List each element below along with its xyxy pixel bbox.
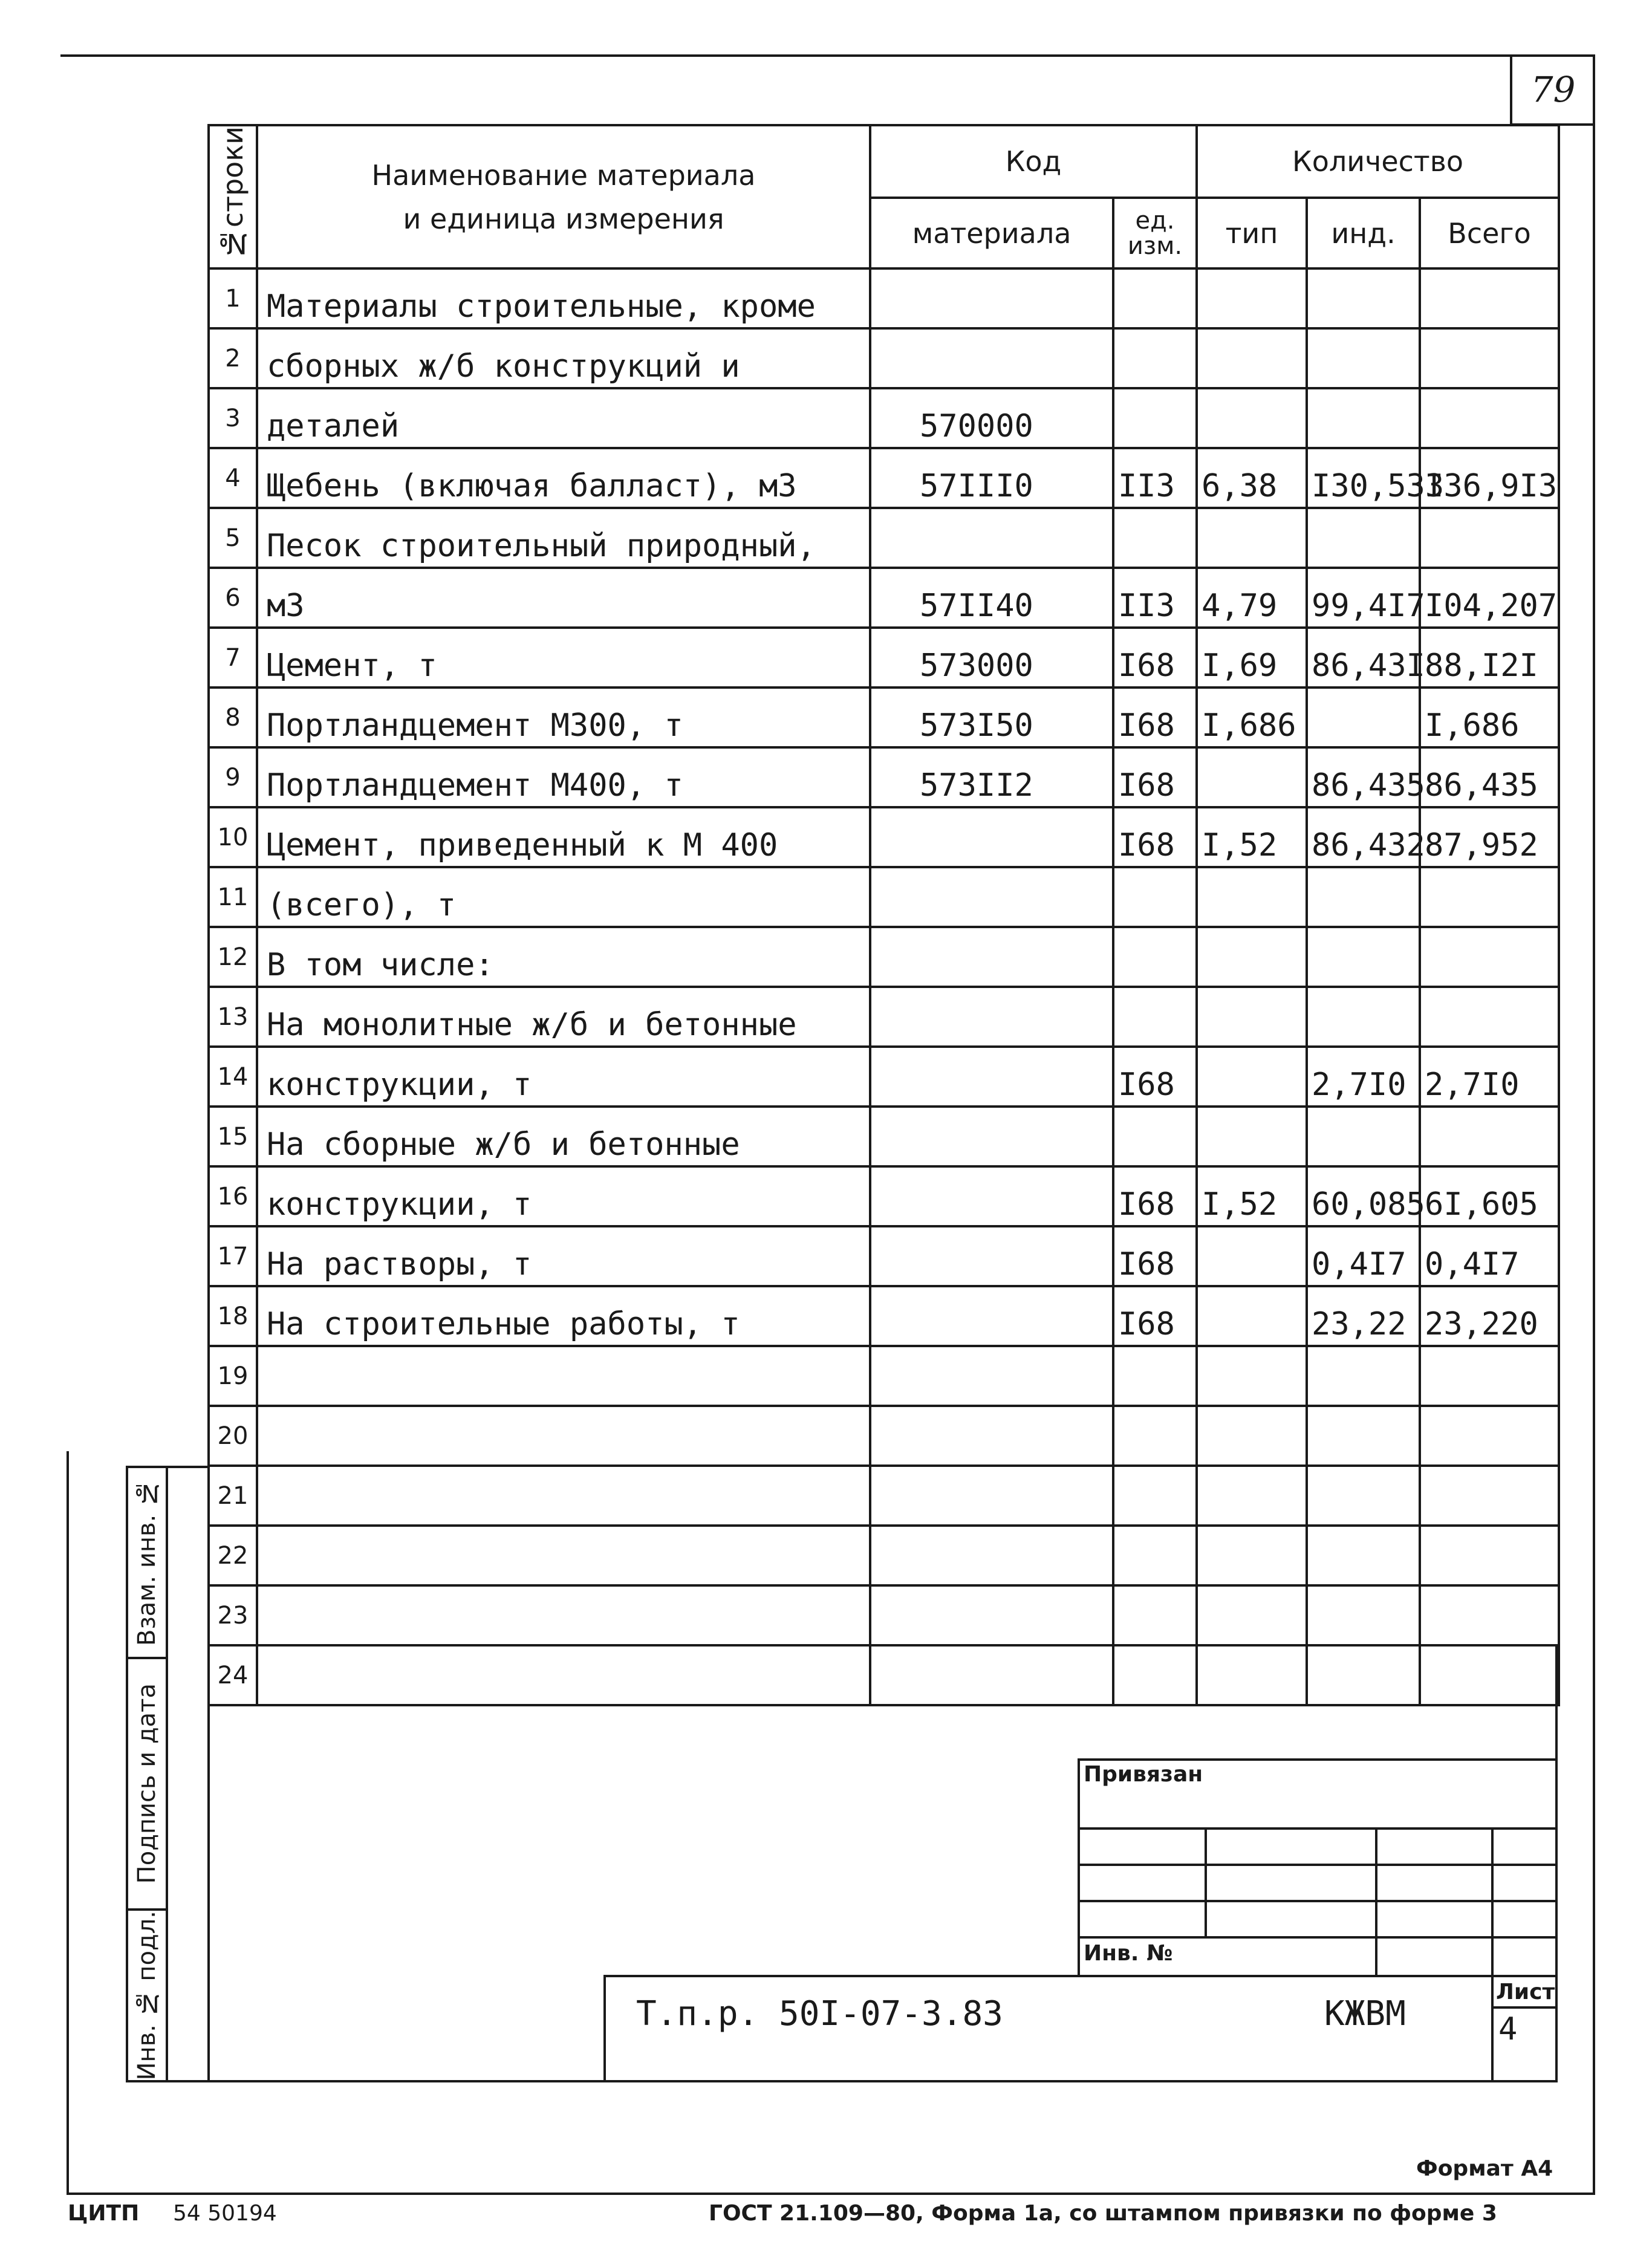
material-name-cell: Портландцемент М300, т xyxy=(257,688,870,747)
qty-total-cell: I,686 xyxy=(1420,688,1559,747)
qty-ind-cell: 86,432 xyxy=(1307,807,1420,867)
side-label-vzam: Взам. инв. № xyxy=(133,1479,161,1646)
qty-ind-cell xyxy=(1307,1645,1420,1705)
header-code-group: Код xyxy=(870,125,1197,198)
material-code-cell xyxy=(870,1585,1113,1645)
row-number-cell: 14 xyxy=(209,1047,257,1107)
unit-code-cell xyxy=(1113,268,1197,328)
qty-typ-cell: I,686 xyxy=(1197,688,1307,747)
material-code-cell xyxy=(870,508,1113,568)
qty-ind-cell xyxy=(1307,927,1420,987)
material-code-cell xyxy=(870,1346,1113,1406)
row-number-cell: 12 xyxy=(209,927,257,987)
table-row xyxy=(209,508,1559,568)
material-name-cell: Цемент, т xyxy=(257,628,870,688)
qty-typ-cell xyxy=(1197,987,1307,1047)
qty-ind-cell: 86,43I xyxy=(1307,628,1420,688)
qty-total-cell: I36,9I3 xyxy=(1420,448,1559,508)
row-number-cell: 13 xyxy=(209,987,257,1047)
row-number-cell: 1 xyxy=(209,268,257,328)
table-row xyxy=(209,927,1559,987)
table-row xyxy=(209,1047,1559,1107)
qty-total-cell: 6I,605 xyxy=(1420,1166,1559,1226)
binding-stamp-line-3 xyxy=(1078,1900,1558,1902)
material-name-cell: конструкции, т xyxy=(257,1047,870,1107)
material-name-cell xyxy=(257,1585,870,1645)
unit-code-cell: I68 xyxy=(1113,1166,1197,1226)
side-column-divider xyxy=(168,1466,207,1468)
right-border-line xyxy=(1593,54,1595,2195)
unit-code-cell xyxy=(1113,1526,1197,1585)
unit-code-cell: I68 xyxy=(1113,628,1197,688)
standard-reference: ГОСТ 21.109—80, Форма 1а, со штампом привязки по форме 3 xyxy=(709,2201,1497,2226)
row-number-cell: 4 xyxy=(209,448,257,508)
material-name-cell: На монолитные ж/б и бетонные xyxy=(257,987,870,1047)
qty-total-cell xyxy=(1420,1466,1559,1526)
row-number-cell: 10 xyxy=(209,807,257,867)
material-name-cell: На растворы, т xyxy=(257,1226,870,1286)
qty-typ-cell xyxy=(1197,268,1307,328)
side-label-podpis: Подпись и дата xyxy=(133,1683,161,1884)
qty-total-cell xyxy=(1420,1526,1559,1585)
header-row-number xyxy=(209,125,257,268)
qty-ind-cell xyxy=(1307,268,1420,328)
qty-typ-cell xyxy=(1197,1286,1307,1346)
qty-total-cell xyxy=(1420,1585,1559,1645)
row-number-cell: 20 xyxy=(209,1406,257,1466)
qty-typ-cell: I,52 xyxy=(1197,807,1307,867)
table-row xyxy=(209,328,1559,388)
header-quantity-group: Количество xyxy=(1197,125,1559,198)
material-spec-body xyxy=(209,268,1559,1705)
row-number-cell: 16 xyxy=(209,1166,257,1226)
sheet-cell-line xyxy=(1491,2006,1558,2009)
unit-code-cell xyxy=(1113,1645,1197,1705)
left-border-line xyxy=(67,1451,69,2195)
qty-ind-cell: 60,085 xyxy=(1307,1166,1420,1226)
table-row xyxy=(209,388,1559,448)
qty-typ-cell xyxy=(1197,388,1307,448)
material-code-cell xyxy=(870,1645,1113,1705)
unit-code-cell: I68 xyxy=(1113,688,1197,747)
unit-code-cell xyxy=(1113,1466,1197,1526)
qty-total-cell: 88,I2I xyxy=(1420,628,1559,688)
qty-ind-cell xyxy=(1307,388,1420,448)
material-code-cell xyxy=(870,867,1113,927)
material-name-cell: Песок строительный природный, xyxy=(257,508,870,568)
material-name-cell: На сборные ж/б и бетонные xyxy=(257,1107,870,1166)
material-code-cell xyxy=(870,328,1113,388)
document-code: Т.п.р. 50I-07-3.83 xyxy=(636,1994,1003,2033)
unit-code-cell xyxy=(1113,987,1197,1047)
qty-typ-cell xyxy=(1197,867,1307,927)
unit-code-cell xyxy=(1113,1406,1197,1466)
material-name-cell: Материалы строительные, кроме xyxy=(257,268,870,328)
qty-total-cell xyxy=(1420,1645,1559,1705)
row-number-cell: 8 xyxy=(209,688,257,747)
material-code-cell: 573II2 xyxy=(870,747,1113,807)
row-number-cell: 19 xyxy=(209,1346,257,1406)
unit-code-cell xyxy=(1113,927,1197,987)
unit-code-cell: I68 xyxy=(1113,747,1197,807)
qty-total-cell xyxy=(1420,268,1559,328)
material-code-cell xyxy=(870,1166,1113,1226)
material-code-cell xyxy=(870,1466,1113,1526)
material-name-cell: (всего), т xyxy=(257,867,870,927)
qty-typ-cell: 4,79 xyxy=(1197,568,1307,628)
qty-total-cell: 0,4I7 xyxy=(1420,1226,1559,1286)
unit-code-cell: I68 xyxy=(1113,1226,1197,1286)
material-code-cell: 573000 xyxy=(870,628,1113,688)
material-name-cell: конструкции, т xyxy=(257,1166,870,1226)
header-qty-ind: инд. xyxy=(1307,198,1420,268)
table-row xyxy=(209,1107,1559,1166)
unit-code-cell: I68 xyxy=(1113,807,1197,867)
qty-typ-cell xyxy=(1197,1466,1307,1526)
table-row xyxy=(209,628,1559,688)
qty-typ-cell xyxy=(1197,1346,1307,1406)
qty-total-cell xyxy=(1420,1107,1559,1166)
table-row xyxy=(209,1585,1559,1645)
header-qty-typ: тип xyxy=(1197,198,1307,268)
header-name: Наименование материала и единица измерения xyxy=(257,125,870,268)
material-code-cell: 57III0 xyxy=(870,448,1113,508)
header-qty-total: Всего xyxy=(1420,198,1559,268)
binding-stamp-label: Привязан xyxy=(1084,1762,1203,1787)
qty-ind-cell xyxy=(1307,1346,1420,1406)
material-code-cell xyxy=(870,1526,1113,1585)
qty-typ-cell xyxy=(1197,1645,1307,1705)
qty-total-cell xyxy=(1420,328,1559,388)
table-row xyxy=(209,1526,1559,1585)
qty-ind-cell: 0,4I7 xyxy=(1307,1226,1420,1286)
row-number-cell: 2 xyxy=(209,328,257,388)
row-number-cell: 17 xyxy=(209,1226,257,1286)
qty-typ-cell xyxy=(1197,508,1307,568)
material-code-cell xyxy=(870,1406,1113,1466)
material-code-cell: 573I50 xyxy=(870,688,1113,747)
table-row xyxy=(209,1645,1559,1705)
material-name-cell: На строительные работы, т xyxy=(257,1286,870,1346)
format-label: Формат А4 xyxy=(1416,2156,1553,2181)
qty-total-cell xyxy=(1420,388,1559,448)
sheet-label: Лист xyxy=(1496,1980,1555,2004)
qty-ind-cell xyxy=(1307,1107,1420,1166)
table-row xyxy=(209,1466,1559,1526)
material-code-cell: 570000 xyxy=(870,388,1113,448)
qty-total-cell xyxy=(1420,867,1559,927)
inventory-number-label: Инв. № xyxy=(1084,1941,1173,1966)
table-row xyxy=(209,448,1559,508)
material-spec-table xyxy=(207,124,1560,1706)
qty-ind-cell: 99,4I7 xyxy=(1307,568,1420,628)
qty-typ-cell xyxy=(1197,1406,1307,1466)
document-mark: КЖВМ xyxy=(1324,1994,1406,2033)
qty-typ-cell xyxy=(1197,927,1307,987)
qty-ind-cell xyxy=(1307,1406,1420,1466)
qty-ind-cell: 86,435 xyxy=(1307,747,1420,807)
header-code-unit: ед. изм. xyxy=(1113,198,1197,268)
unit-code-cell xyxy=(1113,1346,1197,1406)
qty-total-cell: 2,7I0 xyxy=(1420,1047,1559,1107)
lower-area-left-line xyxy=(207,1645,210,2082)
row-number-cell: 9 xyxy=(209,747,257,807)
side-label-inv-podl: Инв. № подл. xyxy=(133,1910,161,2081)
qty-ind-cell xyxy=(1307,1585,1420,1645)
qty-total-cell xyxy=(1420,987,1559,1047)
qty-typ-cell xyxy=(1197,1526,1307,1585)
material-name-cell: В том числе: xyxy=(257,927,870,987)
table-row xyxy=(209,268,1559,328)
binding-stamp-col-3 xyxy=(1491,1827,1494,1977)
unit-code-cell xyxy=(1113,867,1197,927)
qty-typ-cell xyxy=(1197,1226,1307,1286)
material-code-cell: 57II40 xyxy=(870,568,1113,628)
row-number-cell: 6 xyxy=(209,568,257,628)
material-name-cell: м3 xyxy=(257,568,870,628)
qty-ind-cell xyxy=(1307,1466,1420,1526)
table-row xyxy=(209,1406,1559,1466)
qty-ind-cell: 23,22 xyxy=(1307,1286,1420,1346)
material-code-cell xyxy=(870,927,1113,987)
table-row xyxy=(209,987,1559,1047)
material-name-cell: деталей xyxy=(257,388,870,448)
unit-code-cell: I68 xyxy=(1113,1286,1197,1346)
material-code-cell xyxy=(870,807,1113,867)
material-name-cell xyxy=(257,1406,870,1466)
qty-total-cell xyxy=(1420,508,1559,568)
unit-code-cell xyxy=(1113,388,1197,448)
unit-code-cell xyxy=(1113,1107,1197,1166)
header-code-material: материала xyxy=(870,198,1113,268)
table-row xyxy=(209,867,1559,927)
row-number-cell: 22 xyxy=(209,1526,257,1585)
material-name-cell xyxy=(257,1466,870,1526)
order-number: 54 50194 xyxy=(173,2201,277,2226)
qty-total-cell xyxy=(1420,927,1559,987)
qty-ind-cell xyxy=(1307,328,1420,388)
sheet-cell-divider xyxy=(1491,1975,1494,2082)
unit-code-cell xyxy=(1113,1585,1197,1645)
qty-typ-cell xyxy=(1197,1107,1307,1166)
material-name-cell: Портландцемент М400, т xyxy=(257,747,870,807)
table-row xyxy=(209,568,1559,628)
unit-code-cell: I68 xyxy=(1113,1047,1197,1107)
material-code-cell xyxy=(870,1107,1113,1166)
row-number-cell: 23 xyxy=(209,1585,257,1645)
unit-code-cell: II3 xyxy=(1113,448,1197,508)
material-code-cell xyxy=(870,987,1113,1047)
row-number-cell: 18 xyxy=(209,1286,257,1346)
qty-ind-cell xyxy=(1307,508,1420,568)
qty-total-cell: 23,220 xyxy=(1420,1286,1559,1346)
row-number-cell: 15 xyxy=(209,1107,257,1166)
page-number: 79 xyxy=(1510,56,1594,126)
material-code-cell xyxy=(870,1047,1113,1107)
qty-ind-cell xyxy=(1307,688,1420,747)
table-row xyxy=(209,1166,1559,1226)
row-number-cell: 7 xyxy=(209,628,257,688)
qty-typ-cell: I,69 xyxy=(1197,628,1307,688)
header-row-number-label: №строки xyxy=(216,126,249,261)
table-row xyxy=(209,1226,1559,1286)
table-row xyxy=(209,1346,1559,1406)
qty-total-cell: I04,207 xyxy=(1420,568,1559,628)
sheet-number: 4 xyxy=(1498,2011,1518,2047)
organization-label: ЦИТП xyxy=(68,2201,140,2226)
binding-stamp-line-1 xyxy=(1078,1827,1558,1830)
qty-ind-cell: I30,533 xyxy=(1307,448,1420,508)
row-number-cell: 3 xyxy=(209,388,257,448)
material-name-cell xyxy=(257,1346,870,1406)
bottom-border-line xyxy=(67,2193,1595,2195)
qty-typ-cell: 6,38 xyxy=(1197,448,1307,508)
qty-typ-cell xyxy=(1197,1047,1307,1107)
unit-code-cell xyxy=(1113,508,1197,568)
qty-total-cell: 86,435 xyxy=(1420,747,1559,807)
table-row xyxy=(209,747,1559,807)
qty-typ-cell: I,52 xyxy=(1197,1166,1307,1226)
unit-code-cell: II3 xyxy=(1113,568,1197,628)
table-row xyxy=(209,688,1559,747)
qty-ind-cell xyxy=(1307,867,1420,927)
material-name-cell xyxy=(257,1645,870,1705)
table-row xyxy=(209,1286,1559,1346)
qty-total-cell xyxy=(1420,1406,1559,1466)
row-number-cell: 11 xyxy=(209,867,257,927)
qty-total-cell xyxy=(1420,1346,1559,1406)
row-number-cell: 21 xyxy=(209,1466,257,1526)
qty-ind-cell xyxy=(1307,987,1420,1047)
qty-total-cell: 87,952 xyxy=(1420,807,1559,867)
qty-typ-cell xyxy=(1197,1585,1307,1645)
table-row xyxy=(209,807,1559,867)
top-border-line xyxy=(60,54,1595,57)
material-name-cell: сборных ж/б конструкций и xyxy=(257,328,870,388)
material-name-cell xyxy=(257,1526,870,1585)
row-number-cell: 5 xyxy=(209,508,257,568)
qty-typ-cell xyxy=(1197,747,1307,807)
binding-stamp-line-4 xyxy=(1078,1936,1558,1939)
material-code-cell xyxy=(870,1226,1113,1286)
qty-typ-cell xyxy=(1197,328,1307,388)
material-code-cell xyxy=(870,1286,1113,1346)
material-name-cell: Щебень (включая балласт), м3 xyxy=(257,448,870,508)
qty-ind-cell xyxy=(1307,1526,1420,1585)
unit-code-cell xyxy=(1113,328,1197,388)
binding-stamp-col-2 xyxy=(1375,1827,1377,1977)
material-name-cell: Цемент, приведенный к М 400 xyxy=(257,807,870,867)
material-code-cell xyxy=(870,268,1113,328)
binding-stamp-line-2 xyxy=(1078,1864,1558,1866)
binding-stamp-col-1 xyxy=(1205,1827,1207,1939)
row-number-cell: 24 xyxy=(209,1645,257,1705)
qty-ind-cell: 2,7I0 xyxy=(1307,1047,1420,1107)
